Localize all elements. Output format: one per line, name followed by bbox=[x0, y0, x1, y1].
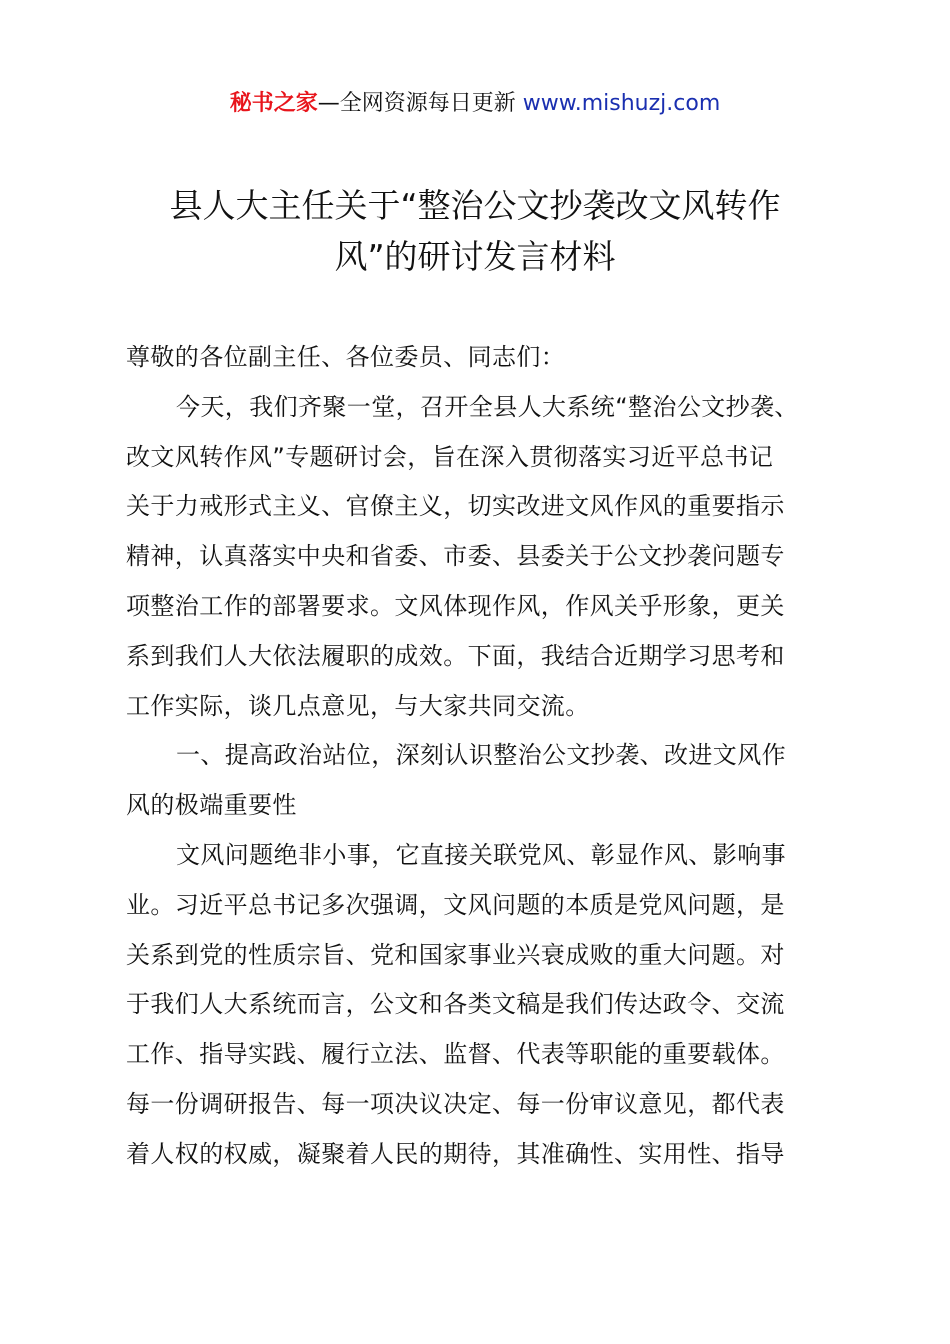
site-brand: 秘书之家 bbox=[229, 91, 318, 116]
site-url-link[interactable]: www.mishuzj.com bbox=[522, 91, 721, 116]
document-title-line: 县人大主任关于“整治公文抄袭改文风转作 bbox=[169, 186, 781, 225]
body-line: 工作、指导实践、履行立法、监督、代表等职能的重要载体。 bbox=[126, 1040, 785, 1069]
body-line: 每一份调研报告、每一项决议决定、每一份审议意见，都代表 bbox=[126, 1089, 785, 1118]
body-line: 项整治工作的部署要求。文风体现作风，作风关乎形象，更关 bbox=[126, 591, 785, 620]
body-line: 关于力戒形式主义、官僚主义，切实改进文风作风的重要指示 bbox=[126, 492, 785, 521]
body-line: 于我们人大系统而言，公文和各类文稿是我们传达政令、交流 bbox=[126, 990, 785, 1019]
site-header bbox=[0, 87, 950, 121]
body-line: 关系到党的性质宗旨、党和国家事业兴衰成败的重大问题。对 bbox=[126, 940, 785, 969]
body-line: 系到我们人大依法履职的成效。下面，我结合近期学习思考和 bbox=[126, 641, 785, 670]
body-line: 精神，认真落实中央和省委、市委、县委关于公文抄袭问题专 bbox=[126, 542, 785, 571]
site-tagline: —全网资源每日更新 bbox=[317, 91, 523, 116]
document-title-line: 风”的研讨发言材料 bbox=[334, 237, 616, 276]
body-line: 今天，我们齐聚一堂，召开全县人大系统“整治公文抄袭、 bbox=[176, 392, 799, 421]
document-body bbox=[126, 333, 836, 1180]
body-line: 业。习近平总书记多次强调，文风问题的本质是党风问题，是 bbox=[126, 890, 785, 919]
body-line: 改文风转作风”专题研讨会，旨在深入贯彻落实习近平总书记 bbox=[126, 442, 774, 471]
section-heading-line: 风的极端重要性 bbox=[126, 791, 297, 820]
body-line: 工作实际，谈几点意见，与大家共同交流。 bbox=[126, 691, 590, 720]
body-line: 着人权的权威，凝聚着人民的期待，其准确性、实用性、指导 bbox=[126, 1139, 785, 1168]
salutation: 尊敬的各位副主任、各位委员、同志们： bbox=[126, 343, 566, 371]
document-title bbox=[120, 180, 830, 282]
section-heading-line: 一、提高政治站位，深刻认识整治公文抄袭、改进文风作 bbox=[176, 741, 786, 770]
body-line: 文风问题绝非小事，它直接关联党风、彰显作风、影响事 bbox=[176, 840, 786, 869]
